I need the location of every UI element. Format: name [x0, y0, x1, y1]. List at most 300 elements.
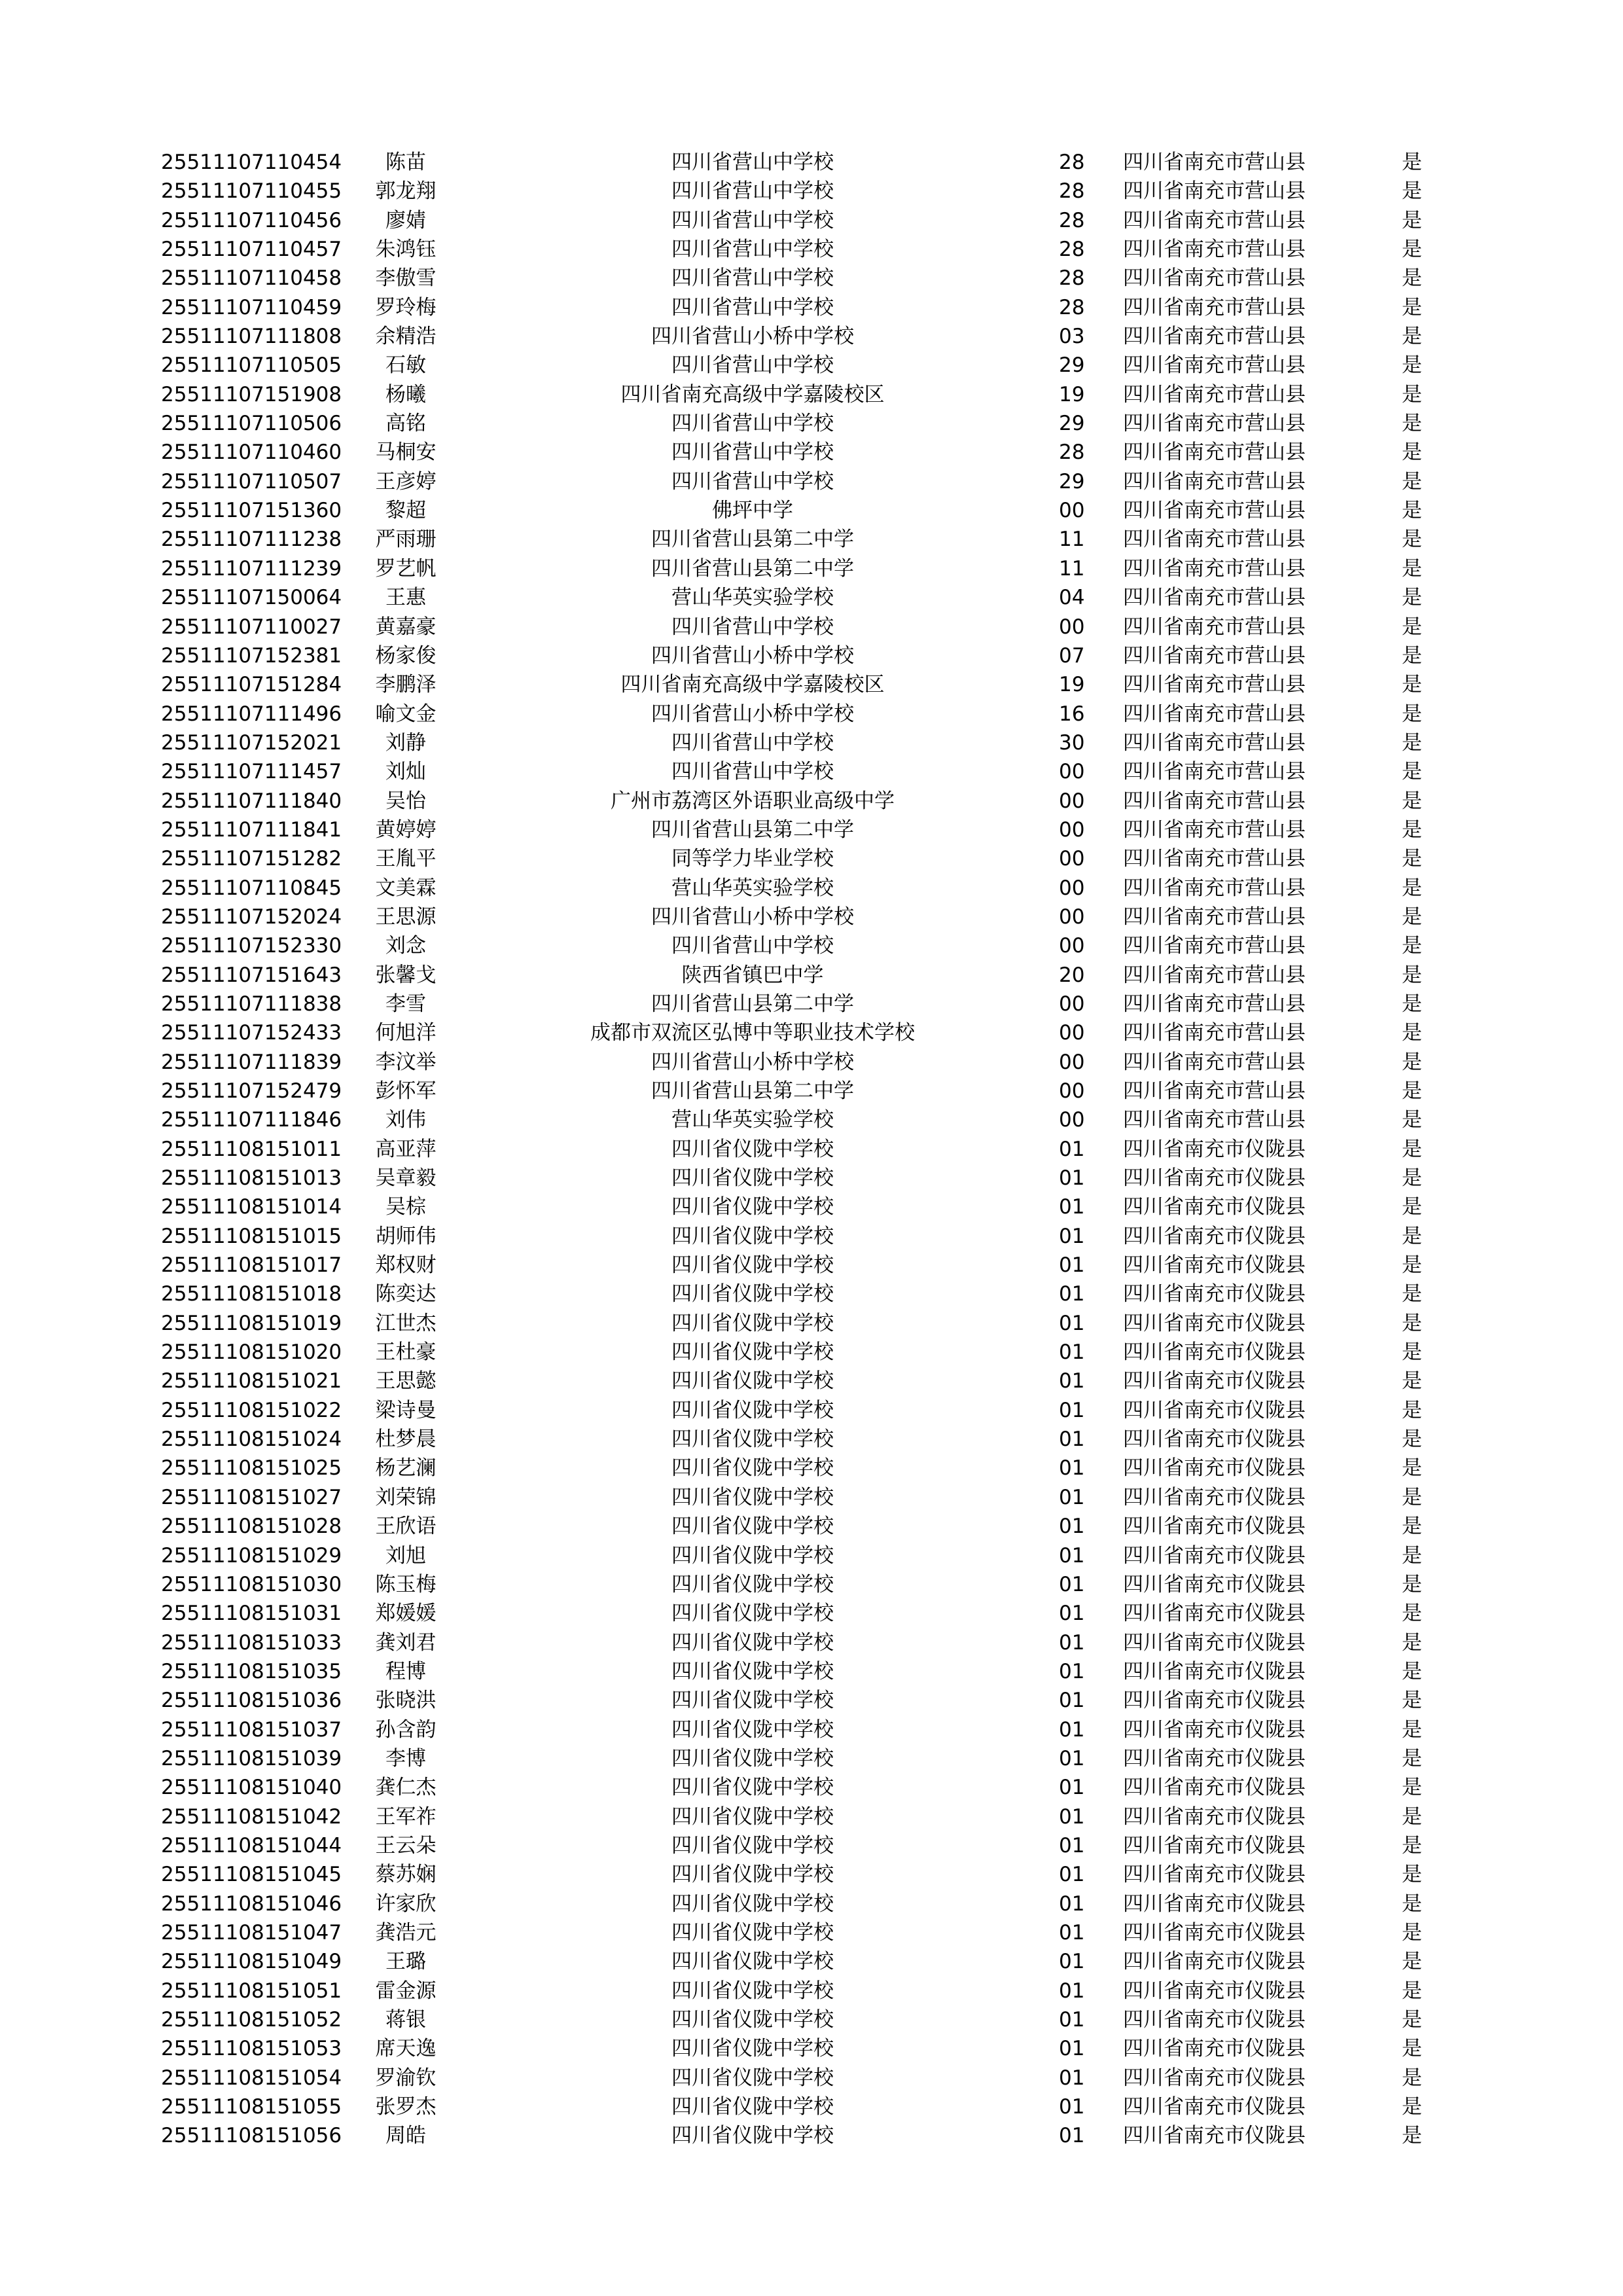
code-cell: 01	[1059, 2037, 1085, 2061]
flag-cell: 是	[1402, 586, 1422, 610]
exam-id-cell: 25511108151049	[161, 1950, 342, 1974]
school-cell-text: 四川省营山小桥中学校	[651, 905, 854, 929]
region-cell: 四川省南充市营山县	[1123, 905, 1306, 929]
flag-cell: 是	[1402, 1659, 1422, 1683]
table-row	[0, 1890, 1623, 1918]
code-cell: 01	[1059, 1369, 1085, 1393]
region-cell: 四川省南充市仪陇县	[1123, 1804, 1306, 1829]
name-cell-text: 周皓	[385, 2124, 426, 2148]
flag-cell: 是	[1402, 1515, 1422, 1539]
table-row	[0, 554, 1623, 583]
exam-id-cell: 25511107110506	[161, 412, 342, 436]
school-cell-text: 四川省营山县第二中学	[651, 817, 854, 842]
name-cell-text: 石敏	[385, 353, 426, 378]
table-row	[0, 293, 1623, 322]
table-row	[0, 1570, 1623, 1599]
school-cell-text: 营山华英实验学校	[671, 1108, 834, 1132]
flag-cell: 是	[1402, 992, 1422, 1016]
name-cell-text: 席天逸	[375, 2037, 437, 2061]
flag-cell: 是	[1402, 1195, 1422, 1219]
flag-cell: 是	[1402, 1543, 1422, 1568]
table-row	[0, 177, 1623, 206]
region-cell: 四川省南充市仪陇县	[1123, 1195, 1306, 1219]
table-row	[0, 874, 1623, 903]
flag-cell: 是	[1402, 179, 1422, 204]
region-cell: 四川省南充市仪陇县	[1123, 1602, 1306, 1626]
exam-id-cell: 25511107110457	[161, 238, 342, 262]
flag-cell: 是	[1402, 325, 1422, 349]
table-row	[0, 1164, 1623, 1193]
code-cell: 00	[1059, 817, 1085, 842]
name-cell-text: 王军祚	[375, 1804, 437, 1829]
school-cell-text: 四川省仪陇中学校	[671, 2095, 834, 2119]
code-cell: 00	[1059, 905, 1085, 929]
code-cell: 01	[1059, 1340, 1085, 1365]
table-row	[0, 322, 1623, 351]
school-cell-text: 四川省营山中学校	[671, 934, 834, 958]
name-cell-text: 朱鸿钰	[375, 238, 437, 262]
school-cell-text: 成都市双流区弘博中等职业技术学校	[590, 1021, 915, 1045]
table-row	[0, 1715, 1623, 1744]
code-cell: 01	[1059, 2066, 1085, 2090]
school-cell-text: 四川省南充高级中学嘉陵校区	[620, 673, 885, 697]
flag-cell: 是	[1402, 1340, 1422, 1365]
region-cell: 四川省南充市仪陇县	[1123, 1979, 1306, 2003]
table-row	[0, 496, 1623, 525]
name-cell-text: 王思源	[375, 905, 437, 929]
region-cell: 四川省南充市仪陇县	[1123, 1863, 1306, 1887]
exam-id-cell: 25511107111839	[161, 1050, 342, 1074]
school-cell-text: 四川省营山中学校	[671, 295, 834, 319]
region-cell: 四川省南充市仪陇县	[1123, 2037, 1306, 2061]
table-row	[0, 1338, 1623, 1367]
exam-id-cell: 25511107150064	[161, 586, 342, 610]
exam-id-cell: 25511108151052	[161, 2008, 342, 2032]
name-cell-text: 王胤平	[375, 847, 437, 871]
exam-id-cell: 25511107110456	[161, 208, 342, 232]
name-cell-text: 王思懿	[375, 1369, 437, 1393]
flag-cell: 是	[1402, 266, 1422, 291]
flag-cell: 是	[1402, 382, 1422, 406]
exam-id-cell: 25511108151024	[161, 1427, 342, 1452]
exam-id-cell: 25511107111238	[161, 528, 342, 552]
table-row	[0, 438, 1623, 467]
exam-id-cell: 25511108151054	[161, 2066, 342, 2090]
region-cell: 四川省南充市营山县	[1123, 528, 1306, 552]
table-row	[0, 1280, 1623, 1308]
table-row	[0, 583, 1623, 612]
table-row	[0, 1048, 1623, 1077]
table-row	[0, 235, 1623, 264]
school-cell-text: 四川省仪陇中学校	[671, 1224, 834, 1248]
region-cell: 四川省南充市营山县	[1123, 615, 1306, 639]
exam-id-cell: 25511108151013	[161, 1166, 342, 1191]
table-row	[0, 641, 1623, 670]
school-cell-text: 同等学力毕业学校	[671, 847, 834, 871]
code-cell: 01	[1059, 1166, 1085, 1191]
school-cell-text: 四川省仪陇中学校	[671, 1630, 834, 1655]
region-cell: 四川省南充市仪陇县	[1123, 1282, 1306, 1306]
exam-id-cell: 25511108151046	[161, 1892, 342, 1916]
code-cell: 01	[1059, 1485, 1085, 1509]
exam-id-cell: 25511107151282	[161, 847, 342, 871]
exam-id-cell: 25511108151039	[161, 1746, 342, 1770]
flag-cell: 是	[1402, 1485, 1422, 1509]
name-cell-text: 许家欣	[375, 1892, 437, 1916]
region-cell: 四川省南充市营山县	[1123, 1108, 1306, 1132]
name-cell-text: 李雪	[385, 992, 426, 1016]
code-cell: 00	[1059, 934, 1085, 958]
table-row	[0, 1105, 1623, 1134]
region-cell: 四川省南充市营山县	[1123, 238, 1306, 262]
code-cell: 01	[1059, 2008, 1085, 2032]
school-cell-text: 四川省营山中学校	[671, 760, 834, 784]
name-cell-text: 杨艺澜	[375, 1456, 437, 1480]
school-cell-text: 四川省营山中学校	[671, 412, 834, 436]
code-cell: 01	[1059, 1833, 1085, 1857]
code-cell: 28	[1059, 179, 1085, 204]
exam-id-cell: 25511107110460	[161, 440, 342, 465]
exam-id-cell: 25511108151021	[161, 1369, 342, 1393]
table-row	[0, 148, 1623, 177]
name-cell-text: 刘旭	[385, 1543, 426, 1568]
name-cell-text: 黄婷婷	[375, 817, 437, 842]
school-cell-text: 四川省营山中学校	[671, 440, 834, 465]
table-row	[0, 1541, 1623, 1570]
region-cell: 四川省南充市仪陇县	[1123, 1427, 1306, 1452]
name-cell-text: 何旭洋	[375, 1021, 437, 1045]
region-cell: 四川省南充市营山县	[1123, 179, 1306, 204]
region-cell: 四川省南充市仪陇县	[1123, 1717, 1306, 1742]
flag-cell: 是	[1402, 1804, 1422, 1829]
name-cell-text: 蒋银	[385, 2008, 426, 2032]
school-cell-text: 四川省仪陇中学校	[671, 2066, 834, 2090]
name-cell-text: 龚仁杰	[375, 1776, 437, 1800]
flag-cell: 是	[1402, 702, 1422, 726]
flag-cell: 是	[1402, 1108, 1422, 1132]
school-cell-text: 佛坪中学	[712, 499, 793, 523]
table-row	[0, 1512, 1623, 1541]
code-cell: 03	[1059, 325, 1085, 349]
flag-cell: 是	[1402, 1602, 1422, 1626]
name-cell-text: 刘伟	[385, 1108, 426, 1132]
table-row	[0, 757, 1623, 786]
code-cell: 28	[1059, 208, 1085, 232]
school-cell-text: 四川省营山中学校	[671, 151, 834, 174]
flag-cell: 是	[1402, 2124, 1422, 2148]
flag-cell: 是	[1402, 1311, 1422, 1335]
school-cell-text: 四川省营山中学校	[671, 266, 834, 291]
code-cell: 01	[1059, 1137, 1085, 1161]
exam-id-cell: 25511107110507	[161, 469, 342, 493]
table-row	[0, 1686, 1623, 1715]
name-cell-text: 严雨珊	[375, 528, 437, 552]
exam-id-cell: 25511107151908	[161, 382, 342, 406]
region-cell: 四川省南充市仪陇县	[1123, 1166, 1306, 1191]
school-cell-text: 四川省仪陇中学校	[671, 1602, 834, 1626]
school-cell-text: 四川省营山县第二中学	[651, 1079, 854, 1103]
exam-id-cell: 25511108151031	[161, 1602, 342, 1626]
school-cell-text: 四川省仪陇中学校	[671, 1892, 834, 1916]
exam-id-cell: 25511108151018	[161, 1282, 342, 1306]
exam-id-cell: 25511108151015	[161, 1224, 342, 1248]
exam-id-cell: 25511107151284	[161, 673, 342, 697]
region-cell: 四川省南充市仪陇县	[1123, 1253, 1306, 1278]
code-cell: 01	[1059, 1746, 1085, 1770]
table-row	[0, 1454, 1623, 1482]
code-cell: 01	[1059, 1804, 1085, 1829]
region-cell: 四川省南充市营山县	[1123, 702, 1306, 726]
name-cell-text: 龚刘君	[375, 1630, 437, 1655]
code-cell: 19	[1059, 382, 1085, 406]
name-cell-text: 李傲雪	[375, 266, 437, 291]
table-row	[0, 2121, 1623, 2150]
name-cell-text: 孙含韵	[375, 1717, 437, 1742]
school-cell-text: 四川省仪陇中学校	[671, 1137, 834, 1161]
code-cell: 00	[1059, 876, 1085, 900]
code-cell: 01	[1059, 1776, 1085, 1800]
school-cell-text: 四川省营山小桥中学校	[651, 1050, 854, 1074]
name-cell-text: 刘静	[385, 730, 426, 755]
name-cell-text: 喻文金	[375, 702, 437, 726]
roster-table	[0, 148, 1623, 2151]
exam-id-cell: 25511107110459	[161, 295, 342, 319]
code-cell: 01	[1059, 2124, 1085, 2148]
code-cell: 01	[1059, 1572, 1085, 1596]
flag-cell: 是	[1402, 1282, 1422, 1306]
region-cell: 四川省南充市仪陇县	[1123, 1950, 1306, 1974]
table-row	[0, 1309, 1623, 1338]
name-cell-text: 李鹏泽	[375, 673, 437, 697]
exam-id-cell: 25511107111239	[161, 556, 342, 581]
name-cell-text: 程博	[385, 1659, 426, 1683]
table-row	[0, 1425, 1623, 1454]
school-cell-text: 四川省仪陇中学校	[671, 1717, 834, 1742]
name-cell-text: 王彦婷	[375, 469, 437, 493]
name-cell-text: 黎超	[385, 499, 426, 523]
table-row	[0, 1396, 1623, 1425]
exam-id-cell: 25511108151042	[161, 1804, 342, 1829]
code-cell: 00	[1059, 789, 1085, 813]
exam-id-cell: 25511108151055	[161, 2095, 342, 2119]
code-cell: 01	[1059, 1515, 1085, 1539]
name-cell-text: 刘念	[385, 934, 426, 958]
exam-id-cell: 25511107111808	[161, 325, 342, 349]
region-cell: 四川省南充市营山县	[1123, 266, 1306, 291]
region-cell: 四川省南充市营山县	[1123, 208, 1306, 232]
region-cell: 四川省南充市营山县	[1123, 295, 1306, 319]
flag-cell: 是	[1402, 238, 1422, 262]
region-cell: 四川省南充市营山县	[1123, 499, 1306, 523]
flag-cell: 是	[1402, 1224, 1422, 1248]
region-cell: 四川省南充市仪陇县	[1123, 1224, 1306, 1248]
region-cell: 四川省南充市仪陇县	[1123, 2008, 1306, 2032]
code-cell: 01	[1059, 1311, 1085, 1335]
exam-id-cell: 25511108151033	[161, 1630, 342, 1655]
flag-cell: 是	[1402, 1166, 1422, 1191]
exam-id-cell: 25511108151040	[161, 1776, 342, 1800]
exam-id-cell: 25511108151029	[161, 1543, 342, 1568]
code-cell: 29	[1059, 412, 1085, 436]
flag-cell: 是	[1402, 412, 1422, 436]
flag-cell: 是	[1402, 1892, 1422, 1916]
flag-cell: 是	[1402, 295, 1422, 319]
school-cell-text: 四川省仪陇中学校	[671, 1195, 834, 1219]
name-cell-text: 梁诗曼	[375, 1398, 437, 1422]
name-cell-text: 郭龙翔	[375, 179, 437, 204]
table-row	[0, 1628, 1623, 1657]
school-cell-text: 陕西省镇巴中学	[681, 963, 824, 987]
exam-id-cell: 25511108151017	[161, 1253, 342, 1278]
school-cell-text: 四川省仪陇中学校	[671, 1572, 834, 1596]
school-cell-text: 四川省仪陇中学校	[671, 1746, 834, 1770]
flag-cell: 是	[1402, 963, 1422, 987]
table-row	[0, 409, 1623, 438]
table-row	[0, 728, 1623, 757]
name-cell-text: 高亚萍	[375, 1137, 437, 1161]
flag-cell: 是	[1402, 151, 1422, 174]
region-cell: 四川省南充市营山县	[1123, 817, 1306, 842]
region-cell: 四川省南充市仪陇县	[1123, 1515, 1306, 1539]
exam-id-cell: 25511107111841	[161, 817, 342, 842]
code-cell: 01	[1059, 1456, 1085, 1480]
exam-id-cell: 25511108151053	[161, 2037, 342, 2061]
name-cell-text: 王惠	[385, 586, 426, 610]
table-row	[0, 1018, 1623, 1047]
region-cell: 四川省南充市营山县	[1123, 151, 1306, 174]
school-cell-text: 四川省仪陇中学校	[671, 2037, 834, 2061]
name-cell-text: 张罗杰	[375, 2095, 437, 2119]
name-cell-text: 王云朵	[375, 1833, 437, 1857]
region-cell: 四川省南充市营山县	[1123, 440, 1306, 465]
region-cell: 四川省南充市仪陇县	[1123, 1746, 1306, 1770]
school-cell-text: 四川省营山中学校	[671, 615, 834, 639]
code-cell: 01	[1059, 1427, 1085, 1452]
flag-cell: 是	[1402, 1050, 1422, 1074]
school-cell-text: 四川省仪陇中学校	[671, 1311, 834, 1335]
region-cell: 四川省南充市营山县	[1123, 325, 1306, 349]
region-cell: 四川省南充市营山县	[1123, 353, 1306, 378]
table-row	[0, 613, 1623, 641]
exam-id-cell: 25511108151014	[161, 1195, 342, 1219]
school-cell-text: 四川省仪陇中学校	[671, 1979, 834, 2003]
code-cell: 01	[1059, 1630, 1085, 1655]
school-cell-text: 四川省仪陇中学校	[671, 1689, 834, 1713]
code-cell: 01	[1059, 2095, 1085, 2119]
exam-id-cell: 25511107110505	[161, 353, 342, 378]
name-cell-text: 郑媛媛	[375, 1602, 437, 1626]
flag-cell: 是	[1402, 1630, 1422, 1655]
flag-cell: 是	[1402, 1137, 1422, 1161]
exam-id-cell: 25511107111840	[161, 789, 342, 813]
code-cell: 30	[1059, 730, 1085, 755]
flag-cell: 是	[1402, 1689, 1422, 1713]
region-cell: 四川省南充市仪陇县	[1123, 1689, 1306, 1713]
region-cell: 四川省南充市营山县	[1123, 789, 1306, 813]
region-cell: 四川省南充市营山县	[1123, 963, 1306, 987]
region-cell: 四川省南充市营山县	[1123, 469, 1306, 493]
code-cell: 01	[1059, 1920, 1085, 1945]
exam-id-cell: 25511107152330	[161, 934, 342, 958]
table-row	[0, 1947, 1623, 1976]
name-cell-text: 刘灿	[385, 760, 426, 784]
name-cell-text: 李汶举	[375, 1050, 437, 1074]
flag-cell: 是	[1402, 353, 1422, 378]
table-row	[0, 351, 1623, 380]
region-cell: 四川省南充市仪陇县	[1123, 1833, 1306, 1857]
table-row	[0, 1803, 1623, 1831]
flag-cell: 是	[1402, 934, 1422, 958]
name-cell-text: 胡师伟	[375, 1224, 437, 1248]
exam-id-cell: 25511107151643	[161, 963, 342, 987]
school-cell-text: 四川省营山县第二中学	[651, 556, 854, 581]
code-cell: 01	[1059, 1689, 1085, 1713]
name-cell-text: 文美霖	[375, 876, 437, 900]
code-cell: 01	[1059, 1659, 1085, 1683]
code-cell: 00	[1059, 1021, 1085, 1045]
code-cell: 29	[1059, 469, 1085, 493]
table-row	[0, 1077, 1623, 1105]
flag-cell: 是	[1402, 615, 1422, 639]
flag-cell: 是	[1402, 1456, 1422, 1480]
flag-cell: 是	[1402, 1920, 1422, 1945]
table-row	[0, 1135, 1623, 1164]
flag-cell: 是	[1402, 847, 1422, 871]
table-row	[0, 1483, 1623, 1512]
flag-cell: 是	[1402, 1021, 1422, 1045]
table-row	[0, 1773, 1623, 1802]
region-cell: 四川省南充市营山县	[1123, 382, 1306, 406]
flag-cell: 是	[1402, 208, 1422, 232]
code-cell: 01	[1059, 1717, 1085, 1742]
code-cell: 28	[1059, 151, 1085, 174]
flag-cell: 是	[1402, 673, 1422, 697]
code-cell: 16	[1059, 702, 1085, 726]
school-cell-text: 四川省营山中学校	[671, 730, 834, 755]
table-row	[0, 1657, 1623, 1686]
region-cell: 四川省南充市营山县	[1123, 1050, 1306, 1074]
school-cell-text: 四川省仪陇中学校	[671, 1833, 834, 1857]
table-row	[0, 1831, 1623, 1860]
region-cell: 四川省南充市仪陇县	[1123, 1311, 1306, 1335]
code-cell: 11	[1059, 528, 1085, 552]
name-cell-text: 张馨戈	[375, 963, 437, 987]
region-cell: 四川省南充市仪陇县	[1123, 1369, 1306, 1393]
school-cell-text: 四川省营山小桥中学校	[651, 325, 854, 349]
name-cell-text: 廖婧	[385, 208, 426, 232]
exam-id-cell: 25511108151047	[161, 1920, 342, 1945]
region-cell: 四川省南充市仪陇县	[1123, 1398, 1306, 1422]
flag-cell: 是	[1402, 789, 1422, 813]
name-cell-text: 马桐安	[375, 440, 437, 465]
table-row	[0, 1977, 1623, 2005]
name-cell-text: 高铭	[385, 412, 426, 436]
flag-cell: 是	[1402, 730, 1422, 755]
code-cell: 29	[1059, 353, 1085, 378]
school-cell-text: 四川省仪陇中学校	[671, 1282, 834, 1306]
exam-id-cell: 25511108151028	[161, 1515, 342, 1539]
code-cell: 00	[1059, 1050, 1085, 1074]
school-cell-text: 四川省营山县第二中学	[651, 992, 854, 1016]
school-cell-text: 四川省仪陇中学校	[671, 1543, 834, 1568]
name-cell-text: 郑权财	[375, 1253, 437, 1278]
table-row	[0, 1222, 1623, 1251]
school-cell-text: 四川省仪陇中学校	[671, 1485, 834, 1509]
school-cell-text: 四川省营山中学校	[671, 208, 834, 232]
exam-id-cell: 25511107110455	[161, 179, 342, 204]
school-cell-text: 四川省营山中学校	[671, 353, 834, 378]
region-cell: 四川省南充市仪陇县	[1123, 1659, 1306, 1683]
